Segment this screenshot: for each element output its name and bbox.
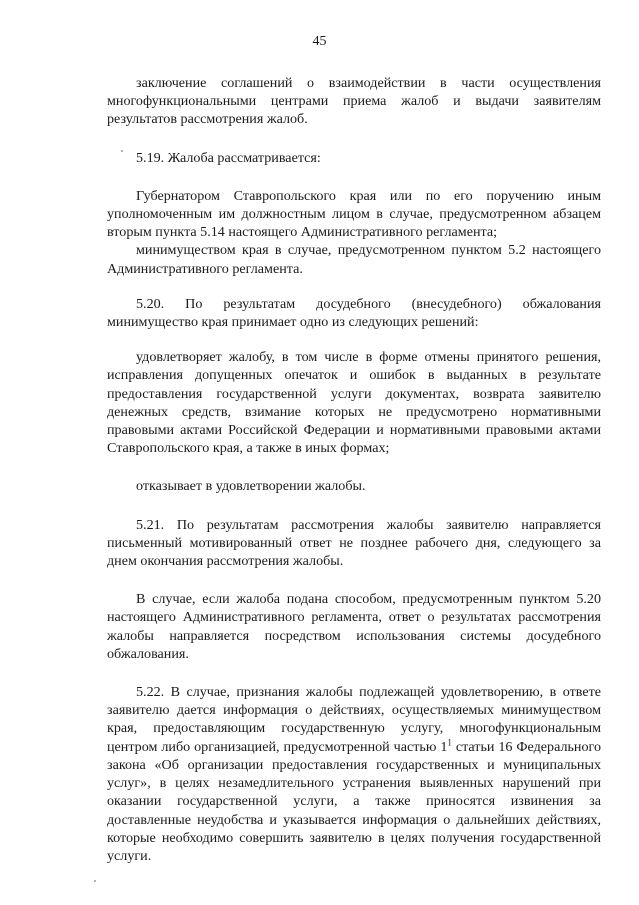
paragraph: В случае, если жалоба подана способом, предусмотренным пунктом 5.20 настоящего Административного регламента, ответ о результатах рассмотрения жалобы направляется посредством использования системы досудебного обжалования. xyxy=(107,591,601,662)
page-number: 45 xyxy=(312,34,327,49)
paragraph-5-22 xyxy=(107,683,601,865)
paragraph-text: статьи 16 Федерального закона «Об организации предоставления государственных и муниципальных услуг», в целях незамедлительного устранения выявленных нарушений при оказании государственной услуги, а также приносятся извинения за доставленные неудобства и указывается информация о дальнейших действиях, которые необходимо совершить заявителю в целях получения государственной услуги. xyxy=(107,738,601,864)
scan-speck xyxy=(94,880,96,882)
paragraph: минимуществом края в случае, предусмотренном пунктом 5.2 настоящего Административного регламента. xyxy=(107,242,601,277)
paragraph: заключение соглашений о взаимодействии в части осуществления многофункциональными центрами приема жалоб и выдачи заявителям результатов рассмотрения жалоб. xyxy=(107,75,601,128)
superscript: 1 xyxy=(447,737,452,747)
paragraph-text: 5.22. В случае, признания жалобы подлежащей удовлетворению, в ответе заявителю дается информация о действиях, осуществляемых минимуществом края, предоставляющим государственную услугу, многофункциональным центром либо организацией, предусмотренной частью 1 xyxy=(107,684,601,755)
paragraph: отказывает в удовлетворении жалобы. xyxy=(136,478,366,495)
paragraph: Губернатором Ставропольского края или по его поручению иным уполномоченным им должностным лицом в случае, предусмотренном абзацем вторым пункта 5.14 настоящего Административного регламента; xyxy=(107,187,601,241)
paragraph-5-20: 5.20. По результатам досудебного (внесудебного) обжалования минимущество края принимает одно из следующих решений: xyxy=(107,295,601,331)
paragraph: удовлетворяет жалобу, в том числе в форме отмены принятого решения, исправления допущенных опечаток и ошибок в выданных в результате предоставления государственной услуги документах, возврата заявителю денежных средств, взимание которых не предусмотрено нормативными правовыми актами Российской Федерации и нормативными правовыми актами Ставропольского края, а также в иных формах; xyxy=(107,349,601,457)
paragraph-5-21: 5.21. По результатам рассмотрения жалобы заявителю направляется письменный мотивированный ответ не позднее рабочего дня, следующего за днем окончания рассмотрения жалобы. xyxy=(107,516,601,570)
paragraph-5-19: 5.19. Жалоба рассматривается: xyxy=(136,149,321,166)
document-body xyxy=(107,74,601,865)
